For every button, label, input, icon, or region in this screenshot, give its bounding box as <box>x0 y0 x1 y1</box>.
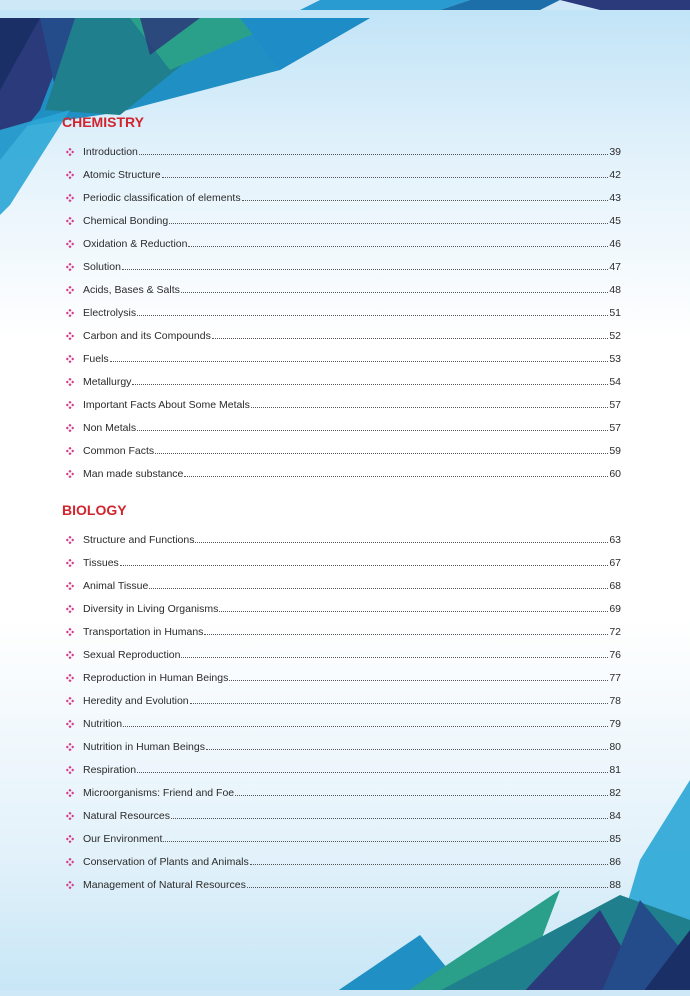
diamond-cluster-icon <box>66 536 74 544</box>
dot-leader <box>212 338 608 339</box>
toc-entry-label: Introduction <box>83 145 138 158</box>
dot-leader <box>137 430 608 431</box>
toc-entry-page: 67 <box>609 556 621 569</box>
diamond-cluster-icon <box>66 332 74 340</box>
diamond-cluster-icon <box>66 674 74 682</box>
diamond-cluster-icon <box>66 263 74 271</box>
section-title-biology: BIOLOGY <box>62 502 127 518</box>
toc-entry-label: Natural Resources <box>83 809 170 822</box>
dot-leader <box>251 407 608 408</box>
dot-leader <box>132 384 608 385</box>
dot-leader <box>171 818 608 819</box>
toc-entry[interactable] <box>66 528 621 551</box>
diamond-cluster-icon <box>66 355 74 363</box>
diamond-cluster-icon <box>66 835 74 843</box>
toc-entry-page: 68 <box>609 579 621 592</box>
toc-entry-label: Common Facts <box>83 444 155 457</box>
toc-entry[interactable] <box>66 804 621 827</box>
toc-entry-label: Animal Tissue <box>83 579 149 592</box>
diamond-cluster-icon <box>66 194 74 202</box>
dot-leader <box>155 453 608 454</box>
toc-entry-page: 84 <box>609 809 621 822</box>
toc-entry[interactable] <box>66 574 621 597</box>
dot-leader <box>184 476 608 477</box>
dot-leader <box>163 841 608 842</box>
toc-entry-label: Atomic Structure <box>83 168 161 181</box>
diamond-cluster-icon <box>66 720 74 728</box>
toc-entry-page: 81 <box>609 763 621 776</box>
toc-entry[interactable] <box>66 827 621 850</box>
toc-entry-page: 77 <box>609 671 621 684</box>
diamond-cluster-icon <box>66 148 74 156</box>
toc-entry-page: 42 <box>609 168 621 181</box>
toc-entry-page: 57 <box>609 398 621 411</box>
toc-entry[interactable] <box>66 462 621 485</box>
dot-leader <box>190 703 609 704</box>
toc-entry-page: 63 <box>609 533 621 546</box>
dot-leader <box>137 772 608 773</box>
toc-entry[interactable] <box>66 255 621 278</box>
toc-entry-page: 53 <box>609 352 621 365</box>
diamond-cluster-icon <box>66 559 74 567</box>
diamond-cluster-icon <box>66 217 74 225</box>
diamond-cluster-icon <box>66 743 74 751</box>
toc-entry[interactable] <box>66 758 621 781</box>
toc-entry-label: Nutrition in Human Beings <box>83 740 205 753</box>
diamond-cluster-icon <box>66 309 74 317</box>
toc-entry[interactable] <box>66 439 621 462</box>
toc-entry-label: Nutrition <box>83 717 123 730</box>
diamond-cluster-icon <box>66 447 74 455</box>
toc-entry-page: 48 <box>609 283 621 296</box>
dot-leader <box>242 200 609 201</box>
diamond-cluster-icon <box>66 401 74 409</box>
toc-entry-label: Microorganisms: Friend and Foe <box>83 786 235 799</box>
toc-entry-label: Oxidation & Reduction <box>83 237 188 250</box>
toc-entry-page: 88 <box>609 878 621 891</box>
dot-leader <box>181 657 608 658</box>
toc-entry-label: Reproduction in Human Beings <box>83 671 229 684</box>
toc-entry[interactable] <box>66 712 621 735</box>
toc-entry[interactable] <box>66 301 621 324</box>
toc-entry[interactable] <box>66 416 621 439</box>
toc-entry-page: 60 <box>609 467 621 480</box>
toc-entry-label: Non Metals <box>83 421 137 434</box>
diamond-cluster-icon <box>66 881 74 889</box>
dot-leader <box>229 680 608 681</box>
toc-entry-label: Acids, Bases & Salts <box>83 283 180 296</box>
toc-entry[interactable] <box>66 551 621 574</box>
diamond-cluster-icon <box>66 240 74 248</box>
toc-entry[interactable] <box>66 140 621 163</box>
diamond-cluster-icon <box>66 789 74 797</box>
dot-leader <box>181 292 608 293</box>
toc-entry[interactable] <box>66 278 621 301</box>
section-title-chemistry: CHEMISTRY <box>62 114 144 130</box>
dot-leader <box>195 542 608 543</box>
dot-leader <box>149 588 608 589</box>
dot-leader <box>120 565 609 566</box>
dot-leader <box>247 887 608 888</box>
toc-entry[interactable] <box>66 620 621 643</box>
toc-list-chemistry <box>66 140 621 485</box>
toc-entry-page: 57 <box>609 421 621 434</box>
dot-leader <box>139 154 608 155</box>
toc-entry-label: Transportation in Humans <box>83 625 204 638</box>
toc-entry[interactable] <box>66 689 621 712</box>
toc-entry[interactable] <box>66 186 621 209</box>
toc-entry-label: Diversity in Living Organisms <box>83 602 219 615</box>
toc-entry-label: Structure and Functions <box>83 533 195 546</box>
toc-entry-page: 78 <box>609 694 621 707</box>
toc-entry-page: 79 <box>609 717 621 730</box>
diamond-cluster-icon <box>66 628 74 636</box>
toc-entry-page: 43 <box>609 191 621 204</box>
toc-entry[interactable] <box>66 735 621 758</box>
diamond-cluster-icon <box>66 651 74 659</box>
dot-leader <box>122 269 608 270</box>
toc-entry[interactable] <box>66 324 621 347</box>
toc-entry-page: 69 <box>609 602 621 615</box>
dot-leader <box>123 726 608 727</box>
diamond-cluster-icon <box>66 470 74 478</box>
toc-entry[interactable] <box>66 873 621 896</box>
toc-entry-label: Metallurgy <box>83 375 132 388</box>
diamond-cluster-icon <box>66 858 74 866</box>
toc-entry[interactable] <box>66 347 621 370</box>
diamond-cluster-icon <box>66 605 74 613</box>
toc-entry-page: 59 <box>609 444 621 457</box>
toc-entry-page: 85 <box>609 832 621 845</box>
toc-entry-page: 45 <box>609 214 621 227</box>
toc-entry-label: Electrolysis <box>83 306 137 319</box>
diamond-cluster-icon <box>66 766 74 774</box>
toc-entry-label: Man made substance <box>83 467 184 480</box>
toc-entry[interactable] <box>66 370 621 393</box>
toc-list-biology <box>66 528 621 896</box>
toc-entry[interactable] <box>66 643 621 666</box>
toc-entry-label: Periodic classification of elements <box>83 191 241 204</box>
toc-entry-label: Fuels <box>83 352 109 365</box>
toc-entry-page: 80 <box>609 740 621 753</box>
diamond-cluster-icon <box>66 812 74 820</box>
toc-entry[interactable] <box>66 232 621 255</box>
toc-entry-label: Carbon and its Compounds <box>83 329 211 342</box>
toc-entry-page: 54 <box>609 375 621 388</box>
dot-leader <box>110 361 609 362</box>
toc-entry-page: 51 <box>609 306 621 319</box>
dot-leader <box>250 864 609 865</box>
toc-entry[interactable] <box>66 209 621 232</box>
diamond-cluster-icon <box>66 378 74 386</box>
toc-entry-page: 52 <box>609 329 621 342</box>
diamond-cluster-icon <box>66 582 74 590</box>
dot-leader <box>219 611 608 612</box>
toc-entry-label: Important Facts About Some Metals <box>83 398 250 411</box>
toc-entry-label: Heredity and Evolution <box>83 694 189 707</box>
dot-leader <box>169 223 608 224</box>
toc-entry-label: Management of Natural Resources <box>83 878 246 891</box>
dot-leader <box>204 634 608 635</box>
toc-entry-label: Respiration <box>83 763 137 776</box>
toc-entry[interactable] <box>66 850 621 873</box>
toc-entry[interactable] <box>66 666 621 689</box>
toc-entry-page: 86 <box>609 855 621 868</box>
dot-leader <box>188 246 608 247</box>
diamond-cluster-icon <box>66 424 74 432</box>
toc-entry-page: 39 <box>609 145 621 158</box>
toc-entry-page: 76 <box>609 648 621 661</box>
toc-entry-page: 72 <box>609 625 621 638</box>
toc-entry-label: Solution <box>83 260 121 273</box>
dot-leader <box>235 795 608 796</box>
toc-entry[interactable] <box>66 163 621 186</box>
toc-entry[interactable] <box>66 393 621 416</box>
toc-entry-label: Sexual Reproduction <box>83 648 181 661</box>
toc-entry-label: Conservation of Plants and Animals <box>83 855 249 868</box>
toc-entry-page: 47 <box>609 260 621 273</box>
dot-leader <box>137 315 608 316</box>
toc-entry-label: Our Environment <box>83 832 163 845</box>
toc-entry[interactable] <box>66 597 621 620</box>
dot-leader <box>162 177 609 178</box>
diamond-cluster-icon <box>66 697 74 705</box>
toc-entry-page: 46 <box>609 237 621 250</box>
toc-entry-label: Chemical Bonding <box>83 214 169 227</box>
toc-entry-page: 82 <box>609 786 621 799</box>
diamond-cluster-icon <box>66 171 74 179</box>
diamond-cluster-icon <box>66 286 74 294</box>
dot-leader <box>206 749 608 750</box>
toc-entry-label: Tissues <box>83 556 119 569</box>
toc-entry[interactable] <box>66 781 621 804</box>
